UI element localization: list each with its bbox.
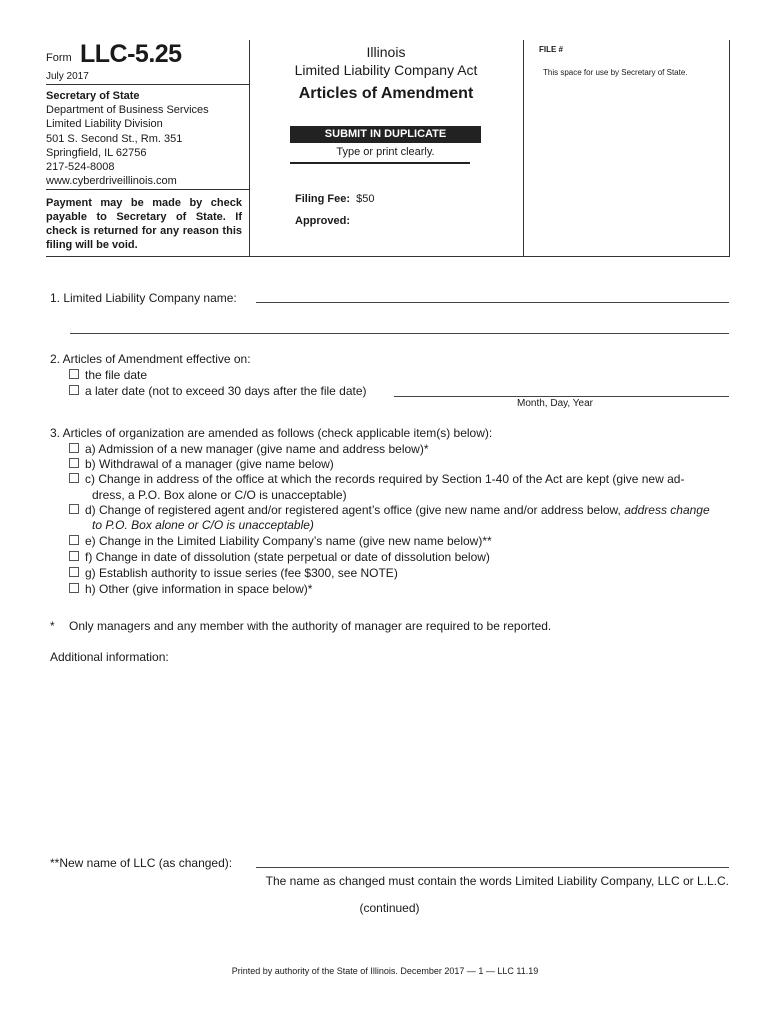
state-name: Illinois bbox=[366, 44, 406, 60]
secretary-title: Secretary of State bbox=[46, 90, 140, 102]
new-name-field[interactable] bbox=[256, 867, 729, 868]
continued-label: (continued) bbox=[359, 901, 420, 915]
type-print-instruction: Type or print clearly. bbox=[336, 146, 435, 158]
q1-label: 1. Limited Liability Company name: bbox=[50, 291, 237, 305]
checkbox[interactable] bbox=[69, 458, 79, 468]
option-file-date[interactable] bbox=[69, 368, 147, 382]
option-label: b) Withdrawal of a manager (give name below) bbox=[85, 457, 334, 471]
address-line: Springfield, IL 62756 bbox=[46, 146, 147, 159]
option-d[interactable] bbox=[69, 503, 710, 517]
option-h[interactable] bbox=[69, 582, 312, 596]
footnote-text: Only managers and any member with the authority of manager are required to be reported. bbox=[69, 619, 552, 633]
header-divider-right bbox=[523, 40, 524, 257]
header-rule-under-address bbox=[46, 189, 249, 190]
checkbox[interactable] bbox=[69, 473, 79, 483]
option-b[interactable] bbox=[69, 457, 334, 471]
page-title: Articles of Amendment bbox=[298, 85, 474, 102]
option-label: e) Change in the Limited Liability Company’s name (give new name below)** bbox=[85, 534, 492, 548]
llc-name-field-line2[interactable] bbox=[70, 333, 729, 334]
footer-text: Printed by authority of the State of Illinois. December 2017 — 1 — LLC 11.19 bbox=[231, 966, 539, 976]
option-label: f) Change in date of dissolution (state perpetual or date of dissolution below) bbox=[85, 550, 490, 564]
option-label-italic: address change bbox=[624, 503, 710, 517]
checkbox[interactable] bbox=[69, 535, 79, 545]
option-a[interactable] bbox=[69, 442, 429, 456]
address-line: Limited Liability Division bbox=[46, 118, 163, 131]
option-label: the file date bbox=[85, 368, 148, 382]
checkbox[interactable] bbox=[69, 443, 79, 453]
filing-fee bbox=[295, 193, 374, 205]
checkbox[interactable] bbox=[69, 369, 79, 379]
option-label: c) Change in address of the office at which the records required by Section 1-40 of the Act are kept (give new ad- bbox=[85, 472, 685, 486]
submit-in-duplicate-banner: SUBMIT IN DUPLICATE bbox=[290, 126, 481, 143]
filing-fee-label: Filing Fee: bbox=[295, 193, 350, 205]
option-label: a) Admission of a new manager (give name and address below)* bbox=[85, 442, 429, 456]
address-line: 501 S. Second St., Rm. 351 bbox=[46, 132, 183, 145]
checkbox[interactable] bbox=[69, 504, 79, 514]
form-number: LLC-5.25 bbox=[80, 40, 182, 68]
checkbox[interactable] bbox=[69, 583, 79, 593]
phone-line: 217-524-8008 bbox=[46, 161, 115, 174]
effective-date-field[interactable] bbox=[394, 396, 729, 397]
form-date: July 2017 bbox=[46, 71, 89, 82]
option-label: d) Change of registered agent and/or registered agent’s office (give new name and/or address below, bbox=[85, 503, 621, 517]
sos-use-note: This space for use by Secretary of State. bbox=[543, 68, 688, 77]
option-label: g) Establish authority to issue series (fee $300, see NOTE) bbox=[85, 566, 398, 580]
date-caption: Month, Day, Year bbox=[517, 398, 593, 409]
new-name-note: The name as changed must contain the words Limited Liability Company, LLC or L.L.C. bbox=[265, 874, 729, 888]
q3-label: 3. Articles of organization are amended as follows (check applicable item(s) below): bbox=[50, 426, 493, 440]
option-c-continued: dress, a P.O. Box alone or C/O is unacceptable) bbox=[92, 488, 347, 502]
divider bbox=[290, 162, 470, 164]
option-d-continued: to P.O. Box alone or C/O is unacceptable) bbox=[92, 518, 314, 532]
option-c[interactable] bbox=[69, 472, 684, 486]
footnote-star: * bbox=[50, 619, 55, 633]
header-rule-under-form bbox=[46, 84, 249, 85]
llc-name-field[interactable] bbox=[256, 302, 729, 303]
option-e[interactable] bbox=[69, 534, 492, 548]
checkbox[interactable] bbox=[69, 551, 79, 561]
checkbox[interactable] bbox=[69, 567, 79, 577]
payment-note: Payment may be made by check payable to Secretary of State. If check is returned for any reason this filing will be void. bbox=[46, 197, 242, 251]
act-name: Limited Liability Company Act bbox=[294, 62, 478, 78]
option-g[interactable] bbox=[69, 566, 398, 580]
approved-label: Approved: bbox=[295, 215, 350, 227]
filing-fee-value: $50 bbox=[356, 193, 375, 205]
file-number-label: FILE # bbox=[539, 45, 564, 54]
option-label: h) Other (give information in space below)* bbox=[85, 582, 313, 596]
option-later-date[interactable] bbox=[69, 384, 367, 398]
option-f[interactable] bbox=[69, 550, 490, 564]
website-line: www.cyberdriveillinois.com bbox=[46, 175, 177, 188]
additional-info-label: Additional information: bbox=[50, 650, 169, 664]
form-label: Form bbox=[46, 52, 72, 64]
q2-label: 2. Articles of Amendment effective on: bbox=[50, 352, 251, 366]
address-line: Department of Business Services bbox=[46, 104, 209, 117]
header-border-right bbox=[729, 40, 730, 257]
new-name-label: **New name of LLC (as changed): bbox=[50, 856, 233, 870]
header-bottom-rule bbox=[46, 256, 729, 257]
checkbox[interactable] bbox=[69, 385, 79, 395]
secretary-address-block bbox=[46, 89, 209, 188]
option-label: a later date (not to exceed 30 days after the file date) bbox=[85, 384, 367, 398]
additional-info-area[interactable] bbox=[50, 668, 729, 843]
